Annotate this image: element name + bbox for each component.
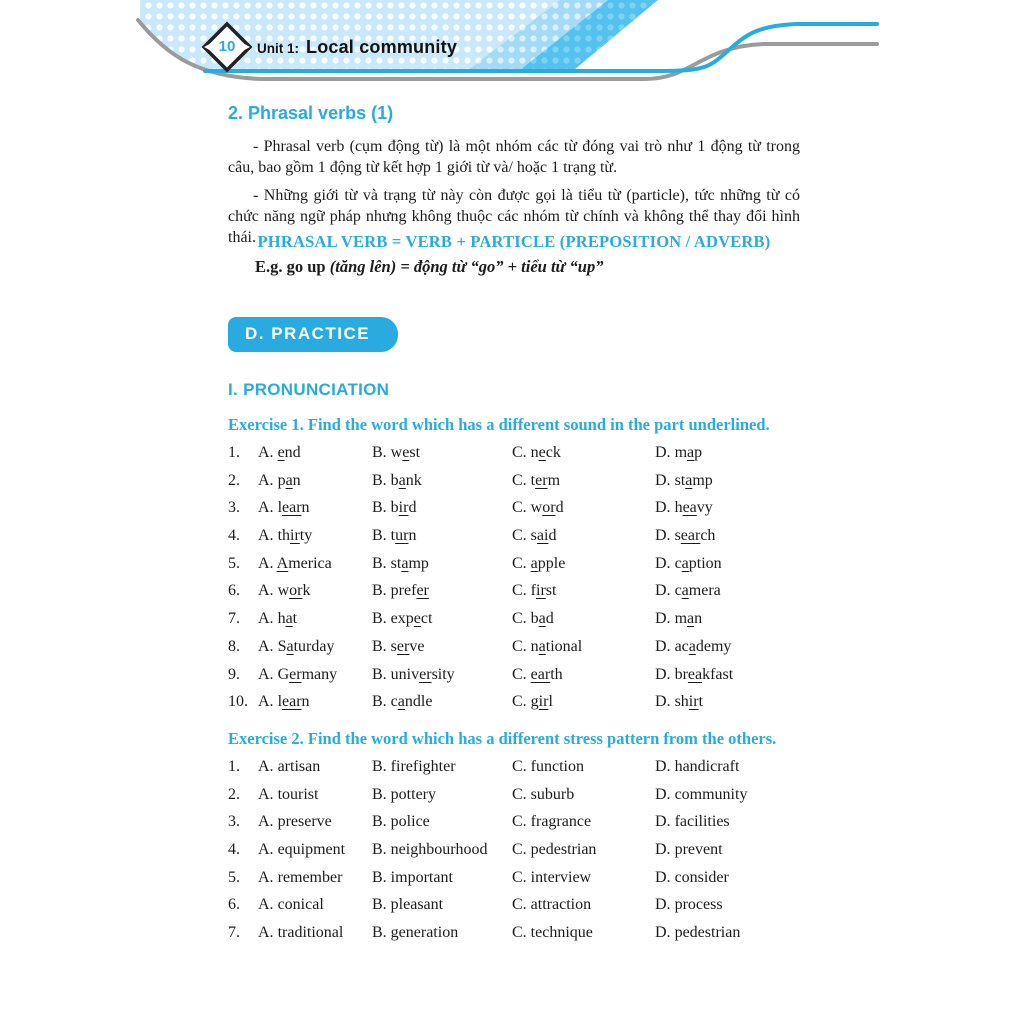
- exercise-row: [228, 924, 813, 952]
- row-number: 2.: [228, 785, 240, 803]
- exercise-2-title: Exercise 2. Find the word which has a different stress pattern from the others.: [228, 729, 777, 748]
- option-a: A. end: [258, 444, 301, 461]
- exercise-row: [228, 472, 813, 500]
- exercise-row: [228, 638, 813, 666]
- row-number: 4.: [228, 527, 240, 545]
- option-c: C. word: [512, 499, 564, 517]
- exercise-row: [228, 666, 813, 694]
- exercise-2: [228, 729, 813, 952]
- exercise-row: [228, 610, 813, 638]
- option-d: D. academy: [655, 637, 732, 655]
- option-a: A. conical: [258, 896, 324, 914]
- option-d: D. man: [655, 610, 703, 628]
- option-c: C. girl: [512, 693, 553, 711]
- option-b: B. firefighter: [372, 758, 456, 775]
- row-number: 7.: [228, 610, 240, 628]
- exercise-row: [228, 444, 813, 472]
- option-a: A. remember: [258, 868, 343, 886]
- exercise-1-title: Exercise 1. Find the word which has a different sound in the part underlined.: [228, 415, 770, 434]
- page-number: 10: [218, 38, 236, 55]
- option-c: C. term: [512, 471, 561, 489]
- exercise-row: [228, 758, 813, 786]
- example-lead: E.g. go up: [255, 257, 330, 276]
- option-b: B. serve: [372, 637, 425, 655]
- option-d: D. shirt: [655, 693, 704, 711]
- example-rest: (tăng lên) = động từ “go” + tiểu từ “up”: [329, 257, 604, 276]
- intro-paragraph-2: - Những giới từ và trạng từ này còn được gọi là tiểu từ (particle), tức những từ có chức năng ngữ pháp nhưng không thuộc các nhóm từ chính và không thể thay đổi hình thái.: [228, 187, 800, 246]
- option-d: D. search: [655, 527, 716, 545]
- option-b: B. bank: [372, 471, 422, 489]
- example-line: [255, 257, 603, 277]
- option-a: A. learn: [258, 693, 310, 711]
- option-d: D. stamp: [655, 471, 713, 489]
- option-b: B. university: [372, 665, 455, 683]
- row-number: 4.: [228, 841, 240, 859]
- option-b: B. prefer: [372, 582, 429, 600]
- option-d: D. map: [655, 444, 703, 461]
- option-b: B. west: [372, 444, 421, 461]
- unit-title: Local community: [306, 37, 458, 57]
- option-c: C. pedestrian: [512, 841, 597, 859]
- option-d: D. breakfast: [655, 665, 734, 683]
- row-number: 3.: [228, 813, 240, 831]
- option-d: D. camera: [655, 582, 721, 600]
- exercise-row: [228, 813, 813, 841]
- exercise-row: [228, 786, 813, 814]
- option-c: C. apple: [512, 554, 566, 572]
- option-a: A. Saturday: [258, 637, 335, 655]
- option-a: A. Germany: [258, 665, 338, 683]
- row-number: 6.: [228, 896, 240, 914]
- option-c: C. interview: [512, 868, 592, 886]
- row-number: 2.: [228, 471, 240, 489]
- option-b: B. police: [372, 813, 430, 831]
- option-a: A. learn: [258, 499, 310, 517]
- exercise-1: [228, 415, 813, 721]
- practice-section-badge: D. PRACTICE: [228, 317, 398, 352]
- row-number: 7.: [228, 924, 240, 942]
- unit-header: [257, 37, 457, 58]
- option-c: C. first: [512, 582, 557, 600]
- option-c: C. earth: [512, 665, 563, 683]
- option-b: B. pottery: [372, 785, 436, 803]
- exercise-1-rows: [228, 444, 813, 721]
- option-b: B. turn: [372, 527, 417, 545]
- option-c: C. bad: [512, 610, 554, 628]
- exercise-row: [228, 499, 813, 527]
- option-d: D. handicraft: [655, 758, 740, 775]
- option-b: B. stamp: [372, 554, 429, 572]
- option-c: C. neck: [512, 444, 561, 461]
- option-b: B. important: [372, 868, 453, 886]
- option-d: D. process: [655, 896, 723, 914]
- option-d: D. heavy: [655, 499, 713, 517]
- option-a: A. artisan: [258, 758, 321, 775]
- row-number: 10.: [228, 693, 248, 711]
- option-a: A. tourist: [258, 785, 319, 803]
- option-a: A. traditional: [258, 924, 344, 942]
- row-number: 9.: [228, 665, 240, 683]
- option-a: A. thirty: [258, 527, 313, 545]
- exercise-row: [228, 896, 813, 924]
- option-b: B. expect: [372, 610, 433, 628]
- option-c: C. national: [512, 637, 583, 655]
- option-d: D. caption: [655, 554, 722, 572]
- intro-paragraph-1: - Phrasal verb (cụm động từ) là một nhóm các từ đóng vai trò như 1 động từ trong câu, bao gồm 1 động từ kết hợp 1 giới từ và/ hoặc 1 trạng từ.: [228, 138, 800, 176]
- header-art: [0, 0, 1017, 120]
- option-c: C. fragrance: [512, 813, 592, 831]
- exercise-row: [228, 582, 813, 610]
- option-c: C. attraction: [512, 896, 592, 914]
- exercise-row: [228, 869, 813, 897]
- option-b: B. neighbourhood: [372, 841, 488, 859]
- option-d: D. prevent: [655, 841, 723, 859]
- pronunciation-heading: I. PRONUNCIATION: [228, 380, 390, 399]
- option-a: A. preserve: [258, 813, 332, 831]
- option-c: C. function: [512, 758, 584, 775]
- option-c: C. technique: [512, 924, 593, 942]
- row-number: 8.: [228, 637, 240, 655]
- phrasal-verb-formula: PHRASAL VERB = VERB + PARTICLE (PREPOSITION / ADVERB): [257, 232, 771, 251]
- row-number: 1.: [228, 444, 240, 461]
- option-b: B. generation: [372, 924, 459, 942]
- option-a: A. pan: [258, 471, 301, 489]
- row-number: 3.: [228, 499, 240, 517]
- option-a: A. America: [258, 554, 332, 572]
- option-a: A. hat: [258, 610, 298, 628]
- option-c: C. said: [512, 527, 557, 545]
- exercise-2-rows: [228, 758, 813, 952]
- option-d: D. pedestrian: [655, 924, 741, 942]
- option-b: B. candle: [372, 693, 433, 711]
- option-d: D. community: [655, 785, 748, 803]
- exercise-row: [228, 693, 813, 721]
- option-d: D. facilities: [655, 813, 730, 831]
- exercise-row: [228, 841, 813, 869]
- option-b: B. bird: [372, 499, 417, 517]
- exercise-row: [228, 527, 813, 555]
- section-heading-phrasal-verbs: 2. Phrasal verbs (1): [228, 103, 394, 123]
- unit-label: Unit 1:: [257, 41, 299, 56]
- option-d: D. consider: [655, 868, 729, 886]
- option-c: C. suburb: [512, 785, 575, 803]
- exercise-row: [228, 555, 813, 583]
- row-number: 5.: [228, 554, 240, 572]
- option-b: B. pleasant: [372, 896, 444, 914]
- row-number: 5.: [228, 868, 240, 886]
- row-number: 1.: [228, 758, 240, 775]
- option-a: A. work: [258, 582, 311, 600]
- option-a: A. equipment: [258, 841, 346, 859]
- row-number: 6.: [228, 582, 240, 600]
